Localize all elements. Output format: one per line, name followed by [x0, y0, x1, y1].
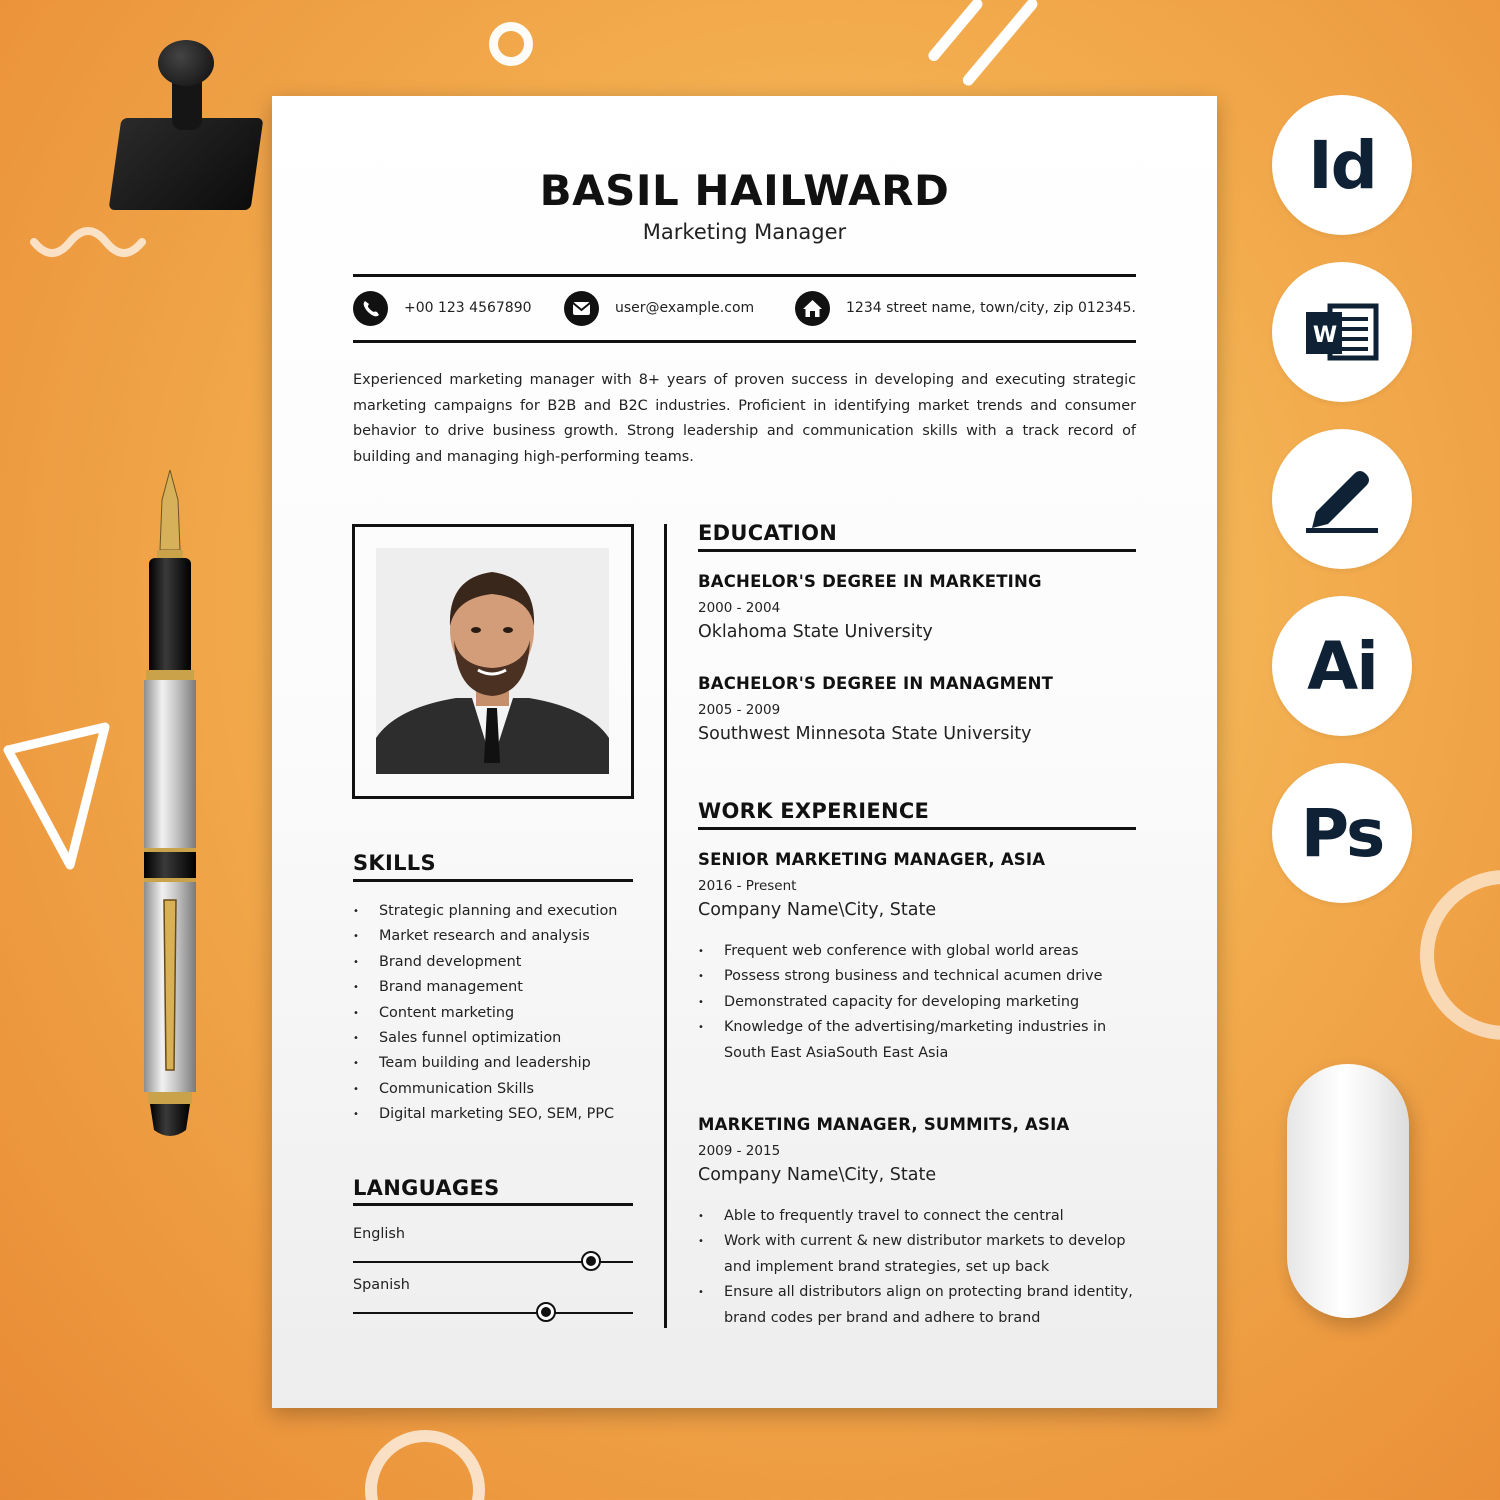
list-item: • Communication Skills [353, 1077, 643, 1102]
phone-icon [353, 291, 388, 326]
experience-heading: WORK EXPERIENCE [698, 799, 930, 823]
list-item: • Strategic planning and execution [353, 899, 643, 924]
skills-heading: SKILLS [353, 851, 436, 875]
decorative-triangle [0, 715, 115, 875]
list-item: • Brand management [353, 975, 643, 1000]
contact-address [795, 291, 1136, 325]
resume-name: BASIL HAILWARD [539, 166, 950, 215]
education-heading: EDUCATION [698, 521, 838, 545]
job-company: Company Name\City, State [698, 900, 937, 920]
signature-pen-icon [1272, 429, 1412, 569]
decorative-ring [489, 22, 533, 66]
list-item: • Content marketing [353, 1001, 643, 1026]
mouse-object [1287, 1064, 1409, 1318]
header-rule [353, 274, 1136, 277]
email-icon [564, 291, 599, 326]
skills-list [353, 899, 643, 1128]
language-level-knob-spanish [536, 1302, 556, 1322]
decorative-squiggle [30, 226, 155, 262]
svg-text:W: W [1312, 323, 1336, 348]
job-bullets [698, 939, 1133, 1066]
list-item: • Digital marketing SEO, SEM, PPC [353, 1102, 643, 1127]
indesign-label: Id [1308, 126, 1376, 204]
list-item: • Market research and analysis [353, 924, 643, 949]
photoshop-icon [1272, 763, 1412, 903]
degree-title: BACHELOR'S DEGREE IN MANAGMENT [698, 674, 1054, 693]
list-item: • Possess strong business and technical acumen drive [698, 964, 1133, 989]
list-item: • Ensure all distributors align on protecting brand identity, brand codes per brand and adhere to brand [698, 1280, 1133, 1331]
photoshop-label: Ps [1300, 794, 1384, 872]
address-text: 1234 street name, town/city, zip 012345. [846, 300, 1136, 316]
word-logo-glyph [1302, 300, 1382, 364]
job-title: SENIOR MARKETING MANAGER, ASIA [698, 850, 1046, 869]
contact-rule [353, 340, 1136, 343]
degree-school: Southwest Minnesota State University [698, 724, 1032, 744]
phone-text: +00 123 4567890 [404, 300, 532, 316]
list-item: • Knowledge of the advertising/marketing industries in South East AsiaSouth East Asia [698, 1015, 1133, 1066]
skills-rule [353, 879, 633, 882]
language-track-english [353, 1261, 633, 1263]
job-company: Company Name\City, State [698, 1165, 937, 1185]
home-icon [795, 291, 830, 326]
decorative-stroke [926, 0, 985, 63]
degree-school: Oklahoma State University [698, 622, 933, 642]
resume-page [272, 96, 1217, 1408]
languages-rule [353, 1203, 633, 1206]
languages-heading: LANGUAGES [353, 1176, 500, 1200]
list-item: • Frequent web conference with global world areas [698, 939, 1133, 964]
language-track-spanish [353, 1312, 633, 1314]
language-label-spanish: Spanish [353, 1277, 410, 1293]
job-years: 2016 - Present [698, 878, 797, 894]
portrait-illustration [376, 548, 609, 774]
resume-title: Marketing Manager [642, 220, 847, 244]
indesign-icon [1272, 95, 1412, 235]
stamp-knob [158, 40, 214, 86]
job-bullets [698, 1204, 1133, 1331]
illustrator-icon [1272, 596, 1412, 736]
list-item: • Sales funnel optimization [353, 1026, 643, 1051]
pen-glyph [1302, 462, 1382, 536]
email-text: user@example.com [615, 300, 755, 316]
contact-email [564, 291, 754, 325]
list-item: • Demonstrated capacity for developing marketing [698, 990, 1133, 1015]
profile-photo [376, 548, 609, 774]
list-item: • Brand development [353, 950, 643, 975]
degree-title: BACHELOR'S DEGREE IN MARKETING [698, 572, 1042, 591]
degree-years: 2000 - 2004 [698, 600, 781, 616]
stamp-object [109, 118, 264, 210]
language-level-knob-english [581, 1251, 601, 1271]
decorative-ring [1420, 870, 1500, 1040]
illustrator-label: Ai [1307, 627, 1377, 705]
summary-paragraph: Experienced marketing manager with 8+ years of proven success in developing and executing strategic marketing campaigns for B2B and B2C industries. Proficient in identifying market trends and consumer behavior to drive business growth. Strong leadership and communication skills with a track record of building and managing high-performing teams. [353, 372, 1136, 465]
education-rule [698, 549, 1136, 552]
list-item: • Able to frequently travel to connect the central [698, 1204, 1133, 1229]
decorative-ring [365, 1430, 485, 1500]
list-item: • Team building and leadership [353, 1051, 643, 1076]
column-divider [664, 524, 667, 1328]
job-title: MARKETING MANAGER, SUMMITS, ASIA [698, 1115, 1070, 1134]
experience-rule [698, 827, 1136, 830]
language-label-english: English [353, 1226, 405, 1242]
job-years: 2009 - 2015 [698, 1143, 781, 1159]
fountain-pen-object [140, 470, 200, 1140]
degree-years: 2005 - 2009 [698, 702, 781, 718]
list-item: • Work with current & new distributor markets to develop and implement brand strategies, set up back [698, 1229, 1133, 1280]
word-icon [1272, 262, 1412, 402]
contact-phone [353, 291, 532, 325]
